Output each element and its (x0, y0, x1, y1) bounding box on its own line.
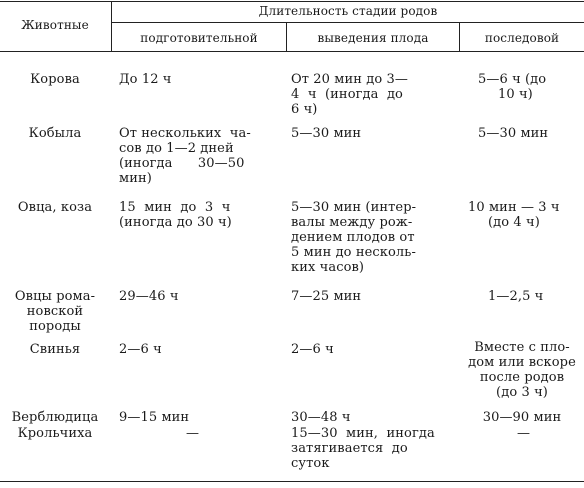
after-cell: 5—30 мин (478, 126, 549, 141)
header-mid-rule (112, 22, 584, 23)
fetus-cell: дением плодов от (291, 230, 415, 245)
after-cell: — (517, 426, 531, 441)
animal-cell: Верблюдица (11, 410, 99, 425)
fetus-cell: 30—48 ч (291, 410, 351, 425)
header-col-after: последовой (484, 31, 560, 45)
after-cell: 1—2,5 ч (488, 289, 544, 304)
prep-cell: 29—46 ч (119, 289, 179, 304)
fetus-cell: 4 ч (иногда до (291, 87, 403, 102)
fetus-cell: 7—25 мин (291, 289, 362, 304)
prep-cell: 2—6 ч (119, 342, 162, 357)
animal-cell: Овцы рома- (14, 289, 96, 304)
header-animals: Животные (21, 18, 89, 32)
animal-cell: Овца, коза (17, 200, 93, 215)
animal-cell: Крольчиха (17, 426, 93, 441)
animal-cell: Корова (30, 72, 80, 87)
after-cell: 10 мин — 3 ч (468, 200, 560, 215)
table-top-rule (0, 1, 584, 2)
prep-cell: 15 мин до 3 ч (119, 200, 231, 215)
prep-cell: 9—15 мин (119, 410, 190, 425)
prep-cell: сов до 1—2 дней (119, 141, 234, 156)
animal-cell: новской (26, 304, 84, 319)
fetus-cell: 5—30 мин (интер- (291, 200, 417, 215)
after-cell: 5—6 ч (до (478, 72, 547, 87)
fetus-cell: валы между рож- (291, 215, 413, 230)
after-cell: дом или вскоре (468, 355, 576, 370)
prep-cell: мин) (119, 171, 152, 186)
table-bottom-rule (0, 481, 584, 482)
fetus-cell: суток (291, 456, 330, 471)
after-cell: Вместе с пло- (474, 340, 570, 355)
after-cell: (до 3 ч) (496, 385, 548, 400)
fetus-cell: 5—30 мин (291, 126, 362, 141)
prep-cell: От нескольких ча- (119, 126, 251, 141)
fetus-cell: 6 ч) (291, 102, 318, 117)
fetus-cell: 2—6 ч (291, 342, 334, 357)
prep-cell: (иногда 30—50 (119, 156, 245, 171)
header-bottom-rule (0, 51, 584, 52)
prep-cell: (иногда до 30 ч) (119, 215, 232, 230)
animal-cell: породы (29, 319, 81, 334)
prep-cell: — (186, 426, 200, 441)
after-cell: (до 4 ч) (488, 215, 540, 230)
fetus-cell: От 20 мин до 3— (291, 72, 408, 87)
fetus-cell: 5 мин до несколь- (291, 245, 416, 260)
animal-cell: Свинья (29, 342, 81, 357)
prep-cell: До 12 ч (119, 72, 172, 87)
header-col-fetus: выведения плода (317, 31, 429, 45)
fetus-cell: затягивается до (291, 441, 408, 456)
animal-cell: Кобыла (28, 126, 82, 141)
header-col-prep: подготовительной (140, 31, 258, 45)
fetus-cell: 15—30 мин, иногда (291, 426, 435, 441)
after-cell: после родов (479, 370, 565, 385)
after-cell: 30—90 мин (482, 410, 562, 425)
after-cell: 10 ч) (498, 87, 533, 102)
header-duration: Длительность стадии родов (258, 4, 438, 18)
fetus-cell: ких часов) (291, 260, 365, 275)
